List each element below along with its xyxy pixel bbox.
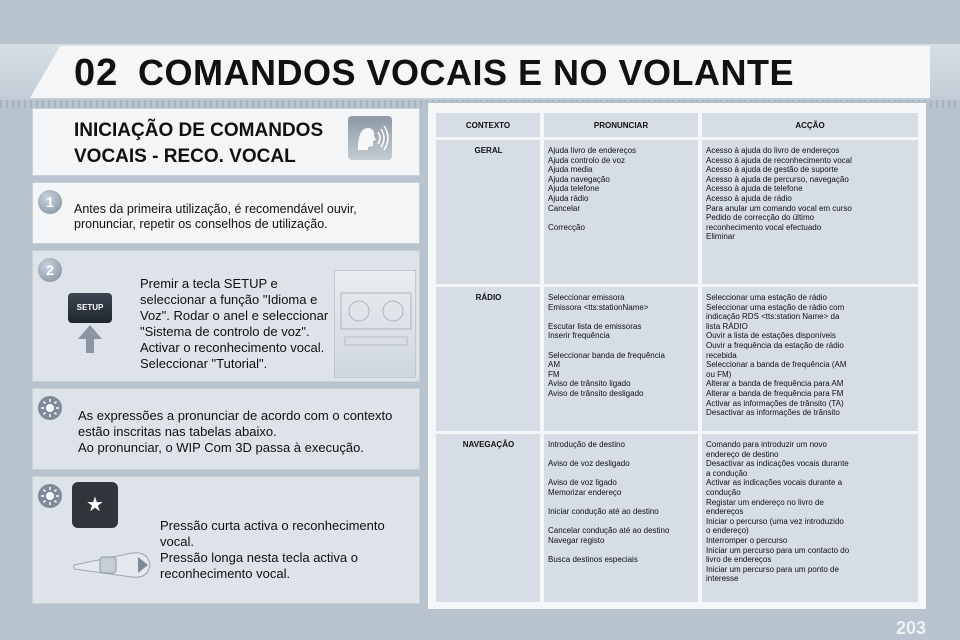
column-header-pronounce: PRONUNCIAR bbox=[544, 113, 698, 137]
cell-line: Desactivar as informações de trânsito bbox=[706, 408, 840, 418]
context-cell: GERAL bbox=[436, 140, 540, 284]
text-line: pronunciar, repetir os conselhos de utilização. bbox=[74, 217, 328, 231]
section-title-line2: VOCAIS - RECO. VOCAL bbox=[74, 146, 296, 167]
cell-line: Acesso à ajuda de percurso, navegação bbox=[706, 174, 849, 184]
cell-line: Eliminar bbox=[706, 232, 735, 242]
cell-line: Aviso de trânsito desligado bbox=[548, 388, 644, 398]
text-line: Ao pronunciar, o WIP Com 3D passa à execução. bbox=[78, 440, 364, 455]
text-line: As expressões a pronunciar de acordo com o contexto bbox=[78, 408, 393, 423]
cell-line: Navegar registo bbox=[548, 535, 605, 545]
text-line: seleccionar a função "Idioma e bbox=[140, 292, 318, 307]
table-row bbox=[436, 434, 918, 602]
cell-line: Pedido de correcção do último bbox=[706, 213, 815, 223]
table-header-row bbox=[436, 113, 918, 137]
text-line: estão inscritas nas tabelas abaixo. bbox=[78, 424, 277, 439]
text-line: Premir a tecla SETUP e bbox=[140, 276, 278, 291]
cell-line: Para anular um comando vocal em curso bbox=[706, 203, 852, 213]
voice-speaking-icon bbox=[348, 116, 392, 160]
column-header-action: ACÇÃO bbox=[702, 113, 918, 137]
cell-line: FM bbox=[548, 369, 560, 379]
cell-line: Ajuda media bbox=[548, 165, 593, 175]
page-number: 203 bbox=[896, 618, 927, 638]
cell-line: condução bbox=[706, 487, 741, 497]
table-row bbox=[436, 287, 918, 431]
cell-line: Acesso à ajuda de reconhecimento vocal bbox=[706, 155, 852, 165]
cell-line: Iniciar condução até ao destino bbox=[548, 507, 659, 517]
cell-line bbox=[548, 469, 695, 479]
cell-line: Ajuda rádio bbox=[548, 193, 589, 203]
cell-line: Aviso de voz ligado bbox=[548, 478, 617, 488]
step1-badge: 1 bbox=[38, 190, 62, 214]
cell-line: Ajuda telefone bbox=[548, 184, 600, 194]
column-header-context: CONTEXTO bbox=[436, 113, 540, 137]
cell-line: Aviso de voz desligado bbox=[548, 459, 630, 469]
cell-line: endereço de destino bbox=[706, 449, 779, 459]
table-row bbox=[436, 140, 918, 284]
section-title-line1: INICIAÇÃO DE COMANDOS bbox=[74, 120, 324, 141]
cell-line bbox=[548, 213, 695, 223]
cell-line: Cancelar bbox=[548, 203, 581, 213]
cell-line: livro de endereços bbox=[706, 555, 772, 565]
step1-text bbox=[74, 202, 357, 232]
cell-line bbox=[548, 341, 695, 351]
cell-line: Ajuda navegação bbox=[548, 174, 610, 184]
cell-line: Seleccionar emissora bbox=[548, 293, 625, 302]
cell-line: reconhecimento vocal efectuado bbox=[706, 222, 822, 232]
cell-line: Correcção bbox=[548, 222, 585, 232]
cell-line: Introdução de destino bbox=[548, 440, 625, 449]
cell-line: Acesso à ajuda de rádio bbox=[706, 193, 792, 203]
cell-line: endereços bbox=[706, 507, 744, 517]
cell-line: indicação RDS <tts:station Name> da bbox=[706, 312, 840, 322]
cell-line: Ouvir a frequência da estação de rádio bbox=[706, 340, 844, 350]
action-cell bbox=[702, 140, 918, 284]
text-line: Pressão longa nesta tecla activa o bbox=[160, 550, 359, 565]
cell-line: Ajuda livro de endereços bbox=[548, 146, 637, 155]
action-cell bbox=[702, 287, 918, 431]
cell-line: Alterar a banda de frequência para FM bbox=[706, 388, 844, 398]
cell-line: Emissora <tts:stationName> bbox=[548, 302, 649, 312]
radio-unit-image bbox=[334, 270, 416, 378]
setup-button[interactable]: SETUP bbox=[68, 293, 112, 323]
text-line: vocal. bbox=[160, 534, 194, 549]
text-line: Antes da primeira utilização, é recomendável ouvir, bbox=[74, 202, 357, 216]
cell-line: Seleccionar uma estação de rádio com bbox=[706, 302, 845, 312]
text-line: Activar o reconhecimento vocal. bbox=[140, 340, 325, 355]
voice-star-button[interactable]: ★ bbox=[72, 482, 118, 528]
cell-line: AM bbox=[548, 360, 560, 370]
cell-line: Iniciar um percurso para um ponto de bbox=[706, 564, 839, 574]
text-line: Pressão curta activa o reconhecimento bbox=[160, 518, 385, 533]
step2-badge: 2 bbox=[38, 258, 62, 282]
text-line: Voz". Rodar o anel e seleccionar bbox=[140, 308, 329, 323]
cell-line: Interromper o percurso bbox=[706, 535, 788, 545]
cell-line: ou FM) bbox=[706, 369, 732, 379]
press-arrow-icon bbox=[78, 325, 102, 353]
cell-line bbox=[548, 498, 695, 508]
cell-line: Seleccionar banda de frequência bbox=[548, 350, 665, 360]
pronounce-cell bbox=[544, 434, 698, 602]
cell-line bbox=[548, 312, 695, 322]
cell-line: a condução bbox=[706, 468, 748, 478]
text-line: reconhecimento vocal. bbox=[160, 566, 291, 581]
pronounce-cell bbox=[544, 287, 698, 431]
cell-line: Aviso de trânsito ligado bbox=[548, 379, 631, 389]
tip1-text bbox=[78, 408, 392, 456]
cell-line: Acesso à ajuda de telefone bbox=[706, 184, 803, 194]
cell-line: Alterar a banda de frequência para AM bbox=[706, 379, 844, 389]
cell-line: Seleccionar uma estação de rádio bbox=[706, 293, 827, 302]
steering-stalk-image bbox=[72, 535, 152, 595]
cell-line bbox=[548, 546, 695, 556]
context-cell: NAVEGAÇÃO bbox=[436, 434, 540, 602]
cell-line: Escutar lista de emissoras bbox=[548, 321, 642, 331]
cell-line bbox=[548, 517, 695, 527]
text-line: Seleccionar "Tutorial". bbox=[140, 356, 268, 371]
step2-text bbox=[140, 276, 328, 372]
cell-line: Comando para introduzir um novo bbox=[706, 440, 827, 449]
voice-commands-table bbox=[432, 110, 922, 605]
cell-line: lista RÁDIO bbox=[706, 321, 748, 331]
cell-line: Seleccionar a banda de frequência (AM bbox=[706, 360, 847, 370]
chapter-number: 02 bbox=[74, 52, 119, 94]
cell-line: Cancelar condução até ao destino bbox=[548, 526, 670, 536]
cell-line bbox=[548, 450, 695, 460]
action-cell bbox=[702, 434, 918, 602]
text-line: "Sistema de controlo de voz". bbox=[140, 324, 310, 339]
cell-line: Desactivar as indicações vocais durante bbox=[706, 459, 849, 469]
pronounce-cell bbox=[544, 140, 698, 284]
cell-line: Busca destinos especiais bbox=[548, 555, 638, 565]
cell-line: interesse bbox=[706, 574, 739, 584]
sun-tip-icon bbox=[38, 484, 62, 508]
context-cell: RÁDIO bbox=[436, 287, 540, 431]
cell-line: Ajuda controlo de voz bbox=[548, 155, 625, 165]
cell-line: o endereço) bbox=[706, 526, 749, 536]
cell-line: Iniciar o percurso (uma vez introduzido bbox=[706, 516, 844, 526]
cell-line: Activar as informações de trânsito (TA) bbox=[706, 398, 844, 408]
cell-line: Acesso à ajuda do livro de endereços bbox=[706, 146, 840, 155]
tip2-text bbox=[160, 518, 385, 582]
section-title bbox=[74, 118, 344, 170]
cell-line: Acesso à ajuda de gestão de suporte bbox=[706, 165, 839, 175]
cell-line: Inserir frequência bbox=[548, 331, 610, 341]
cell-line: Memorizar endereço bbox=[548, 487, 622, 497]
page-title: COMANDOS VOCAIS E NO VOLANTE bbox=[138, 52, 795, 93]
cell-line: Registar um endereço no livro de bbox=[706, 497, 824, 507]
cell-line: Iniciar um percurso para um contacto do bbox=[706, 545, 850, 555]
cell-line: recebida bbox=[706, 350, 737, 360]
sun-tip-icon bbox=[38, 396, 62, 420]
cell-line: Activar as indicações vocais durante a bbox=[706, 478, 843, 488]
cell-line: Ouvir a lista de estações disponíveis bbox=[706, 331, 836, 341]
